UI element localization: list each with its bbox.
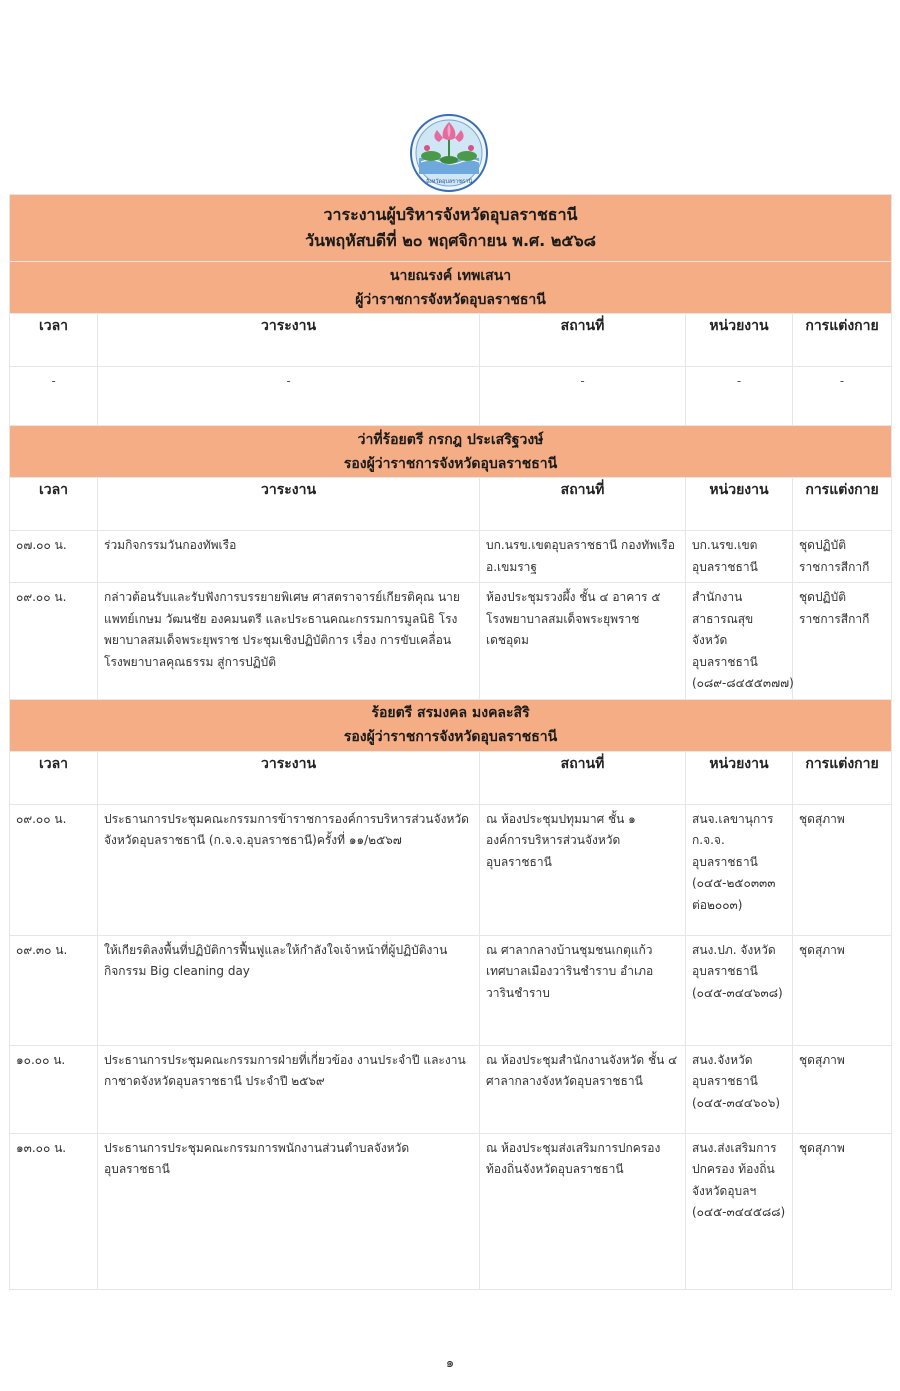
executive-name: ว่าที่ร้อยตรี กรกฎ ประเสริฐวงษ์ <box>357 431 544 448</box>
column-header-dress: การแต่งกาย <box>793 751 892 804</box>
document-header <box>10 195 892 262</box>
agenda-cell: ประธานการประชุมคณะกรรมการข้าราชการองค์การบริหารส่วนจังหวัด จังหวัดอุบลราชธานี (ก.จ.จ.อุบลราชธานี)ครั้งที่ ๑๑/๒๕๖๗ <box>98 804 480 935</box>
time-cell: ๐๗.๐๐ น. <box>10 531 98 583</box>
executive-position: รองผู้ว่าราชการจังหวัดอุบลราชธานี <box>343 455 558 472</box>
column-header-place: สถานที่ <box>480 751 686 804</box>
dress-cell: - <box>793 367 892 426</box>
agency-cell: สนง.ปภ. จังหวัด อุบลราชธานี (๐๔๕-๓๔๔๖๓๘) <box>686 935 793 1045</box>
agenda-cell: ให้เกียรติลงพื้นที่ปฏิบัติการฟื้นฟูและให้กำลังใจเจ้าหน้าที่ผู้ปฏิบัติงาน กิจกรรม Big cleaning day <box>98 935 480 1045</box>
column-header-place: สถานที่ <box>480 314 686 367</box>
agenda-cell: กล่าวต้อนรับและรับฟังการบรรยายพิเศษ ศาสตราจารย์เกียรติคุณ นายแพทย์เกษม วัฒนชัย องคมนตรี และประธานคณะกรรมการมูลนิธิ โรงพยาบาลสมเด็จพระยุพราช ประชุมเชิงปฏิบัติการ เรื่อง การขับเคลื่อน โรงพยาบาลคุณธรรม สู่การปฏิบัติ <box>98 583 480 700</box>
column-header-row <box>10 314 892 367</box>
agency-cell: สำนักงานสาธารณสุขจังหวัดอุบลราชธานี (๐๘๙-๘๔๕๕๓๗๗) <box>686 583 793 700</box>
executive-name: ร้อยตรี สรมงคล มงคละสิริ <box>371 705 530 721</box>
place-cell: ณ ห้องประชุมปทุมมาศ ชั้น ๑ องค์การบริหารส่วนจังหวัดอุบลราชธานี <box>480 804 686 935</box>
place-cell: ณ ศาลากลางบ้านชุมชนเกตุแก้ว เทศบาลเมืองวารินชำราบ อำเภอวารินชำราบ <box>480 935 686 1045</box>
page-number: ๑ <box>445 1356 455 1371</box>
place-cell: บก.นรข.เขตอุบลราชธานี กองทัพเรือ อ.เขมราฐ <box>480 531 686 583</box>
time-cell: - <box>10 367 98 426</box>
table-row <box>10 935 892 1045</box>
executive-position: รองผู้ว่าราชการจังหวัดอุบลราชธานี <box>343 729 558 745</box>
table-row <box>10 367 892 426</box>
dress-cell: ชุดสุภาพ <box>793 935 892 1045</box>
column-header-place: สถานที่ <box>480 478 686 531</box>
time-cell: ๐๙.๐๐ น. <box>10 583 98 700</box>
agency-cell: สนจ.เลขานุการ ก.จ.จ. อุบลราชธานี (๐๔๕-๒๕๐๓๓๓ ต่อ๒๐๐๓) <box>686 804 793 935</box>
agenda-cell: ประธานการประชุมคณะกรรมการฝ่ายที่เกี่ยวข้อง งานประจำปี และงานกาชาดจังหวัดอุบลราชธานี ประจำปี ๒๕๖๙ <box>98 1045 480 1133</box>
table-row <box>10 531 892 583</box>
agenda-table <box>9 194 892 1290</box>
time-cell: ๑๐.๐๐ น. <box>10 1045 98 1133</box>
province-seal-logo <box>407 112 491 194</box>
table-row <box>10 583 892 700</box>
executive-name: นายณรงค์ เทพเสนา <box>389 267 512 284</box>
logo-caption: จังหวัดอุบลราชธานี <box>425 179 473 185</box>
dress-cell: ชุดสุภาพ <box>793 804 892 935</box>
agenda-cell: ประธานการประชุมคณะกรรมการพนักงานส่วนตำบลจังหวัดอุบลราชธานี <box>98 1133 480 1289</box>
place-cell: ห้องประชุมรวงผึ้ง ชั้น ๔ อาคาร ๕ โรงพยาบาลสมเด็จพระยุพราช เดชอุดม <box>480 583 686 700</box>
column-header-dress: การแต่งกาย <box>793 314 892 367</box>
column-header-agenda: วาระงาน <box>98 478 480 531</box>
column-header-dress: การแต่งกาย <box>793 478 892 531</box>
column-header-agenda: วาระงาน <box>98 314 480 367</box>
dress-cell: ชุดสุภาพ <box>793 1045 892 1133</box>
place-cell: ณ ห้องประชุมสำนักงานจังหวัด ชั้น ๔ ศาลากลางจังหวัดอุบลราชธานี <box>480 1045 686 1133</box>
table-row <box>10 804 892 935</box>
agency-cell: บก.นรข.เขต อุบลราชธานี <box>686 531 793 583</box>
column-header-time: เวลา <box>10 751 98 804</box>
time-cell: ๐๙.๐๐ น. <box>10 804 98 935</box>
column-header-agenda: วาระงาน <box>98 751 480 804</box>
column-header-row <box>10 751 892 804</box>
section-header <box>10 262 892 314</box>
dress-cell: ชุดปฏิบัติราชการสีกากี <box>793 531 892 583</box>
column-header-row <box>10 478 892 531</box>
column-header-agency: หน่วยงาน <box>686 751 793 804</box>
column-header-agency: หน่วยงาน <box>686 478 793 531</box>
section-header <box>10 699 892 751</box>
agency-cell: สนง.จังหวัด อุบลราชธานี (๐๔๕-๓๔๔๖๐๖) <box>686 1045 793 1133</box>
document-title: วาระงานผู้บริหารจังหวัดอุบลราชธานี <box>323 205 578 224</box>
time-cell: ๑๓.๐๐ น. <box>10 1133 98 1289</box>
agenda-cell: ร่วมกิจกรรมวันกองทัพเรือ <box>98 531 480 583</box>
column-header-agency: หน่วยงาน <box>686 314 793 367</box>
agency-cell: - <box>686 367 793 426</box>
section-header <box>10 426 892 478</box>
place-cell: - <box>480 367 686 426</box>
dress-cell: ชุดสุภาพ <box>793 1133 892 1289</box>
table-row <box>10 1133 892 1289</box>
document-date: วันพฤหัสบดีที่ ๒๐ พฤศจิกายน พ.ศ. ๒๕๖๘ <box>305 231 596 250</box>
table-row <box>10 1045 892 1133</box>
agency-cell: สนง.ส่งเสริมการปกครอง ท้องถิ่น จังหวัดอุบลฯ (๐๔๕-๓๔๔๕๘๘) <box>686 1133 793 1289</box>
time-cell: ๐๙.๓๐ น. <box>10 935 98 1045</box>
executive-position: ผู้ว่าราชการจังหวัดอุบลราชธานี <box>355 291 546 308</box>
column-header-time: เวลา <box>10 478 98 531</box>
column-header-time: เวลา <box>10 314 98 367</box>
place-cell: ณ ห้องประชุมส่งเสริมการปกครองท้องถิ่นจังหวัดอุบลราชธานี <box>480 1133 686 1289</box>
dress-cell: ชุดปฏิบัติราชการสีกากี <box>793 583 892 700</box>
agenda-cell: - <box>98 367 480 426</box>
